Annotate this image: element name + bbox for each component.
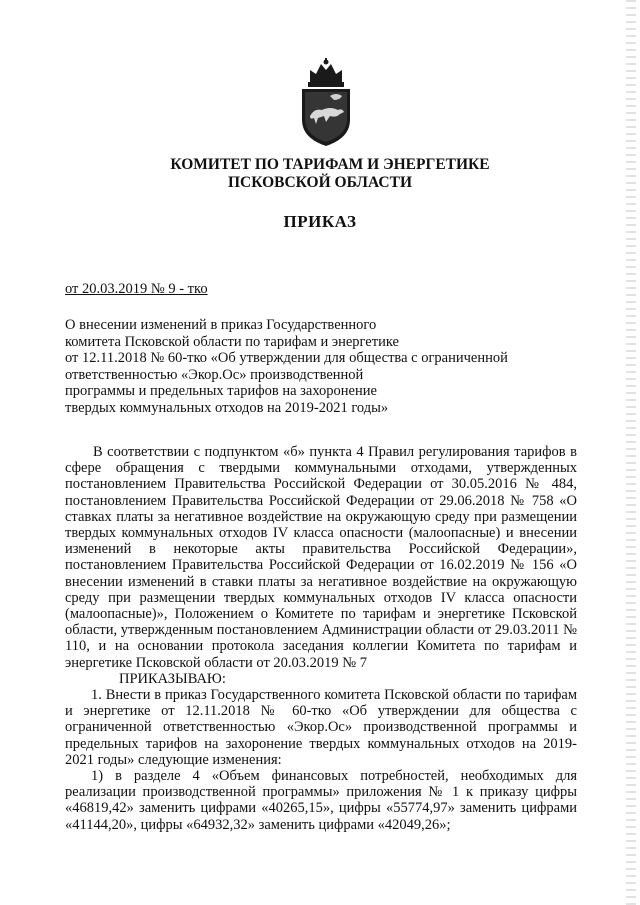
- preamble-paragraph: В соответствии с подпунктом «б» пункта 4 Правил регулирования тарифов в сфере обращения с твердыми коммунальными отходами, утвержденных постановлением Правительства Российской Федерации от 30.05.2016 № 484, постановлением Правительства Российской Федерации от 29.06.2018 № 758 «О ставках платы за негативное воздействие на окружающую среду при размещении твердых коммунальных отходов IV класса опасности (малоопасные) и внесении изменений в некоторые акты правительства Российской Федерации», постановлением Правительства Российской Федерации от 16.02.2019 № 156 «О внесении изменений в ставки платы за негативное воздействие на окружающую среду при размещении твердых коммунальных отходов IV класса опасности (малоопасные)», Положением о Комитете по тарифам и энергетике Псковской области, утвержденным постановлением Администрации области от 29.03.2011 № 110, и на основании протокола заседания коллегии Комитета по тарифам и энергетике Псковской области от 20.03.2019 № 7: [65, 444, 577, 671]
- subject-line: ответственностью «Экор.Ос» производственной: [65, 366, 364, 383]
- scan-edge-artifact: [626, 0, 636, 905]
- subject-line: О внесении изменений в приказ Государственного: [65, 317, 377, 333]
- decree-word: ПРИКАЗЫВАЮ:: [119, 670, 226, 687]
- subject-line: комитета Псковской области по тарифам и энергетике: [65, 333, 399, 350]
- coat-of-arms-icon: [296, 58, 356, 148]
- document-body: [65, 444, 577, 833]
- item-1-paragraph: 1. Внести в приказ Государственного комитета Псковской области по тарифам и энергетике от 12.11.2018 № 60-тко «Об утверждении для общества с ограниченной ответственностью «Экор.Ос» производственной программы и предельных тарифов на захоронение твердых коммунальных отходов на 2019-2021 годы» следующие изменения:: [65, 687, 577, 768]
- subject-line: твердых коммунальных отходов на 2019-2021 годы»: [65, 399, 389, 416]
- date-number-line: от 20.03.2019 № 9 - тко: [65, 281, 208, 297]
- item-1-1-paragraph: 1) в разделе 4 «Объем финансовых потребностей, необходимых для реализации производственной программы» приложения № 1 к приказу цифры «46819,42» заменить цифрами «40265,15», цифры «55774,97» заменить цифрами «41144,20», цифры «64932,32» заменить цифрами «42049,26»;: [65, 768, 577, 833]
- org-name-line2: ПСКОВСКОЙ ОБЛАСТИ: [227, 174, 412, 191]
- org-name-line1: КОМИТЕТ ПО ТАРИФАМ И ЭНЕРГЕТИКЕ: [170, 156, 490, 173]
- document-type-title: ПРИКАЗ: [283, 212, 357, 231]
- subject-line: программы и предельных тарифов на захоронение: [65, 383, 377, 399]
- subject-line: от 12.11.2018 № 60-тко «Об утверждении для общества с ограниченной: [65, 350, 508, 366]
- subject-block: [65, 317, 585, 416]
